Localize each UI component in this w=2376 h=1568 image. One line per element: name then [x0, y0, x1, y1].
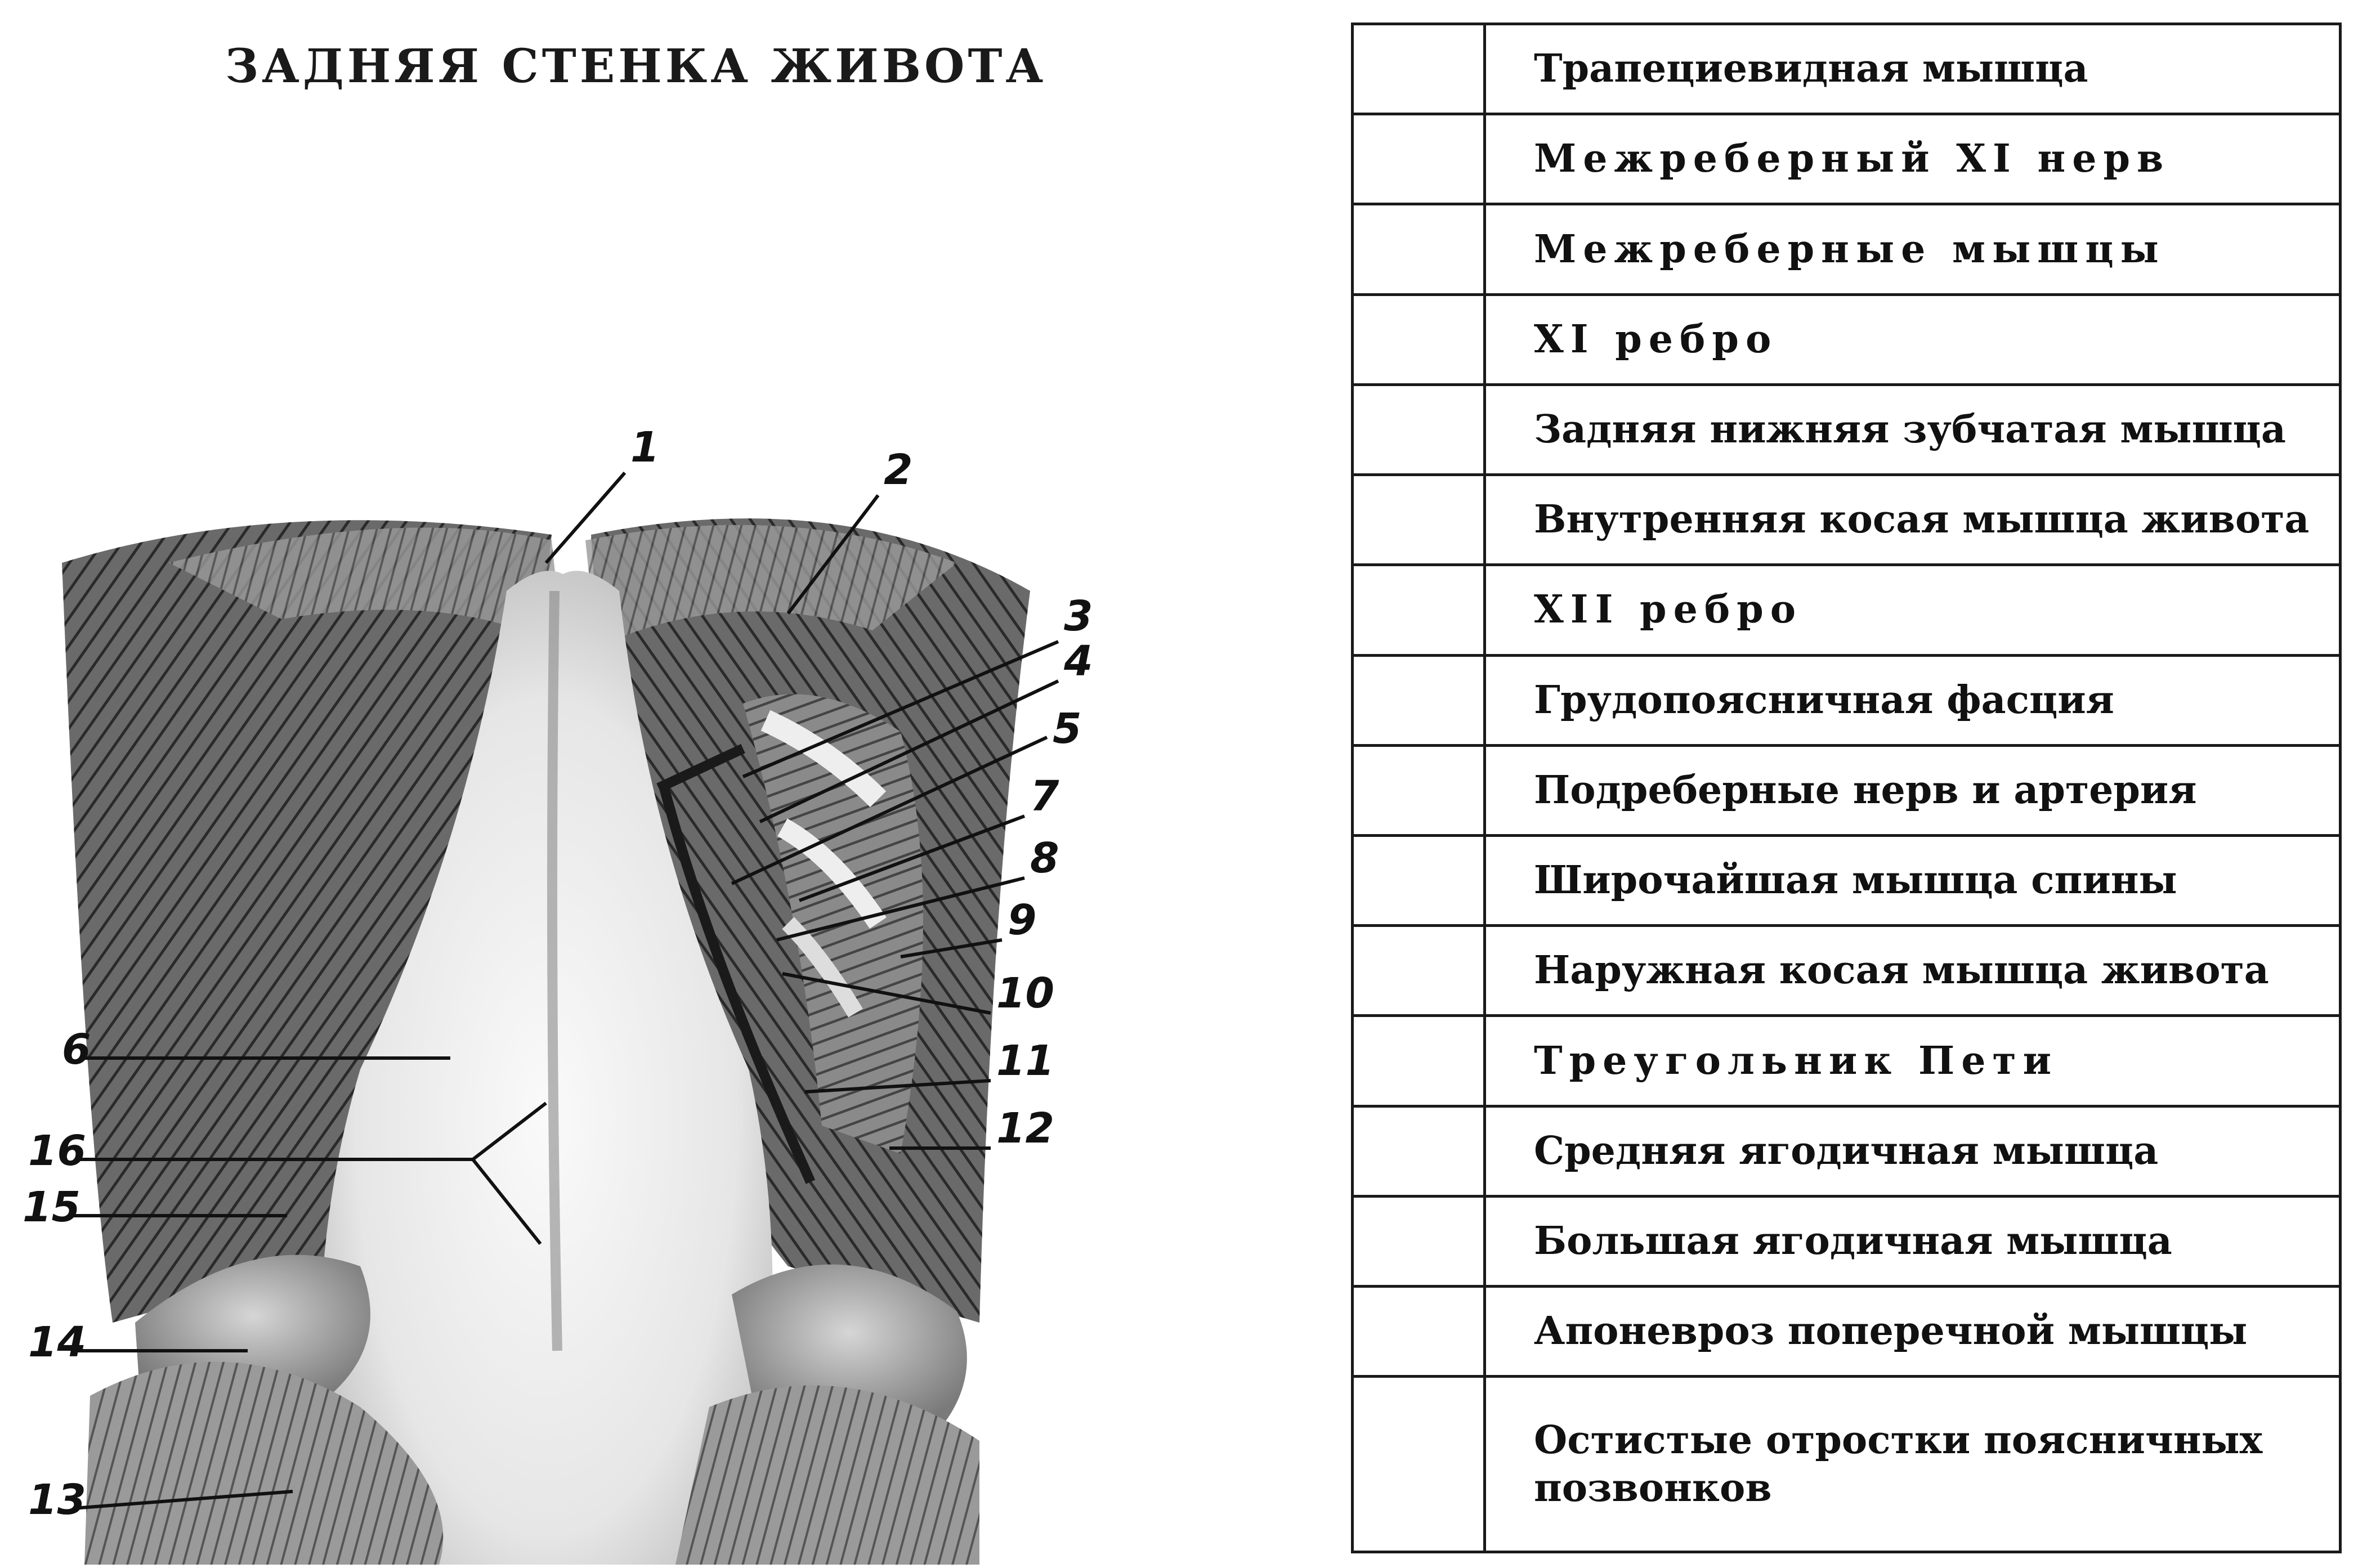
legend-label: Наружная косая мышца живота: [1485, 926, 2341, 1016]
callout-number: 13: [28, 1476, 86, 1524]
legend-row: [1353, 475, 2341, 565]
callout-number: 16: [28, 1127, 86, 1175]
legend-number-cell: [1353, 565, 1485, 655]
legend-number-cell: [1353, 475, 1485, 565]
legend-label: Трапециевидная мышца: [1485, 24, 2341, 114]
legend-number-cell: [1353, 24, 1485, 114]
legend-number-cell: [1353, 384, 1485, 474]
legend-label: XII ребро: [1485, 565, 2341, 655]
legend-number-cell: [1353, 1106, 1485, 1196]
legend-label: Межреберный XI нерв: [1485, 114, 2341, 204]
legend-row: [1353, 565, 2341, 655]
callout-number: 7: [1030, 772, 1059, 821]
legend-label: Большая ягодичная мышца: [1485, 1196, 2341, 1286]
callout-number: 9: [1008, 896, 1037, 944]
callout-number: 1: [630, 423, 660, 472]
legend-number-cell: [1353, 1016, 1485, 1106]
legend-table: [1351, 23, 2342, 1553]
legend-row: [1353, 655, 2341, 745]
callout-number: 11: [996, 1037, 1054, 1085]
callout-number: 8: [1030, 834, 1059, 882]
legend-label: Внутренняя косая мышца живота: [1485, 475, 2341, 565]
legend-label: Широчайшая мышца спины: [1485, 835, 2341, 925]
callout-number: 6: [62, 1025, 91, 1074]
callout-number: 14: [28, 1318, 86, 1367]
legend-row: [1353, 384, 2341, 474]
callout-number: 12: [996, 1104, 1054, 1153]
legend-number-cell: [1353, 1196, 1485, 1286]
spinous-processes: [552, 591, 557, 1351]
legend-number-cell: [1353, 294, 1485, 384]
legend-row: [1353, 1016, 2341, 1106]
callout-number: 2: [884, 446, 913, 494]
callout-number: 10: [996, 969, 1054, 1018]
legend-number-cell: [1353, 114, 1485, 204]
legend-row: [1353, 114, 2341, 204]
callout-number: 15: [23, 1183, 80, 1231]
legend-label: Остистые отростки поясничных позвонков: [1485, 1377, 2341, 1552]
legend-row: [1353, 926, 2341, 1016]
legend-number-cell: [1353, 1287, 1485, 1377]
callout-number: 4: [1064, 637, 1093, 686]
legend-label: Подреберные нерв и артерия: [1485, 745, 2341, 835]
legend-number-cell: [1353, 1377, 1485, 1552]
legend-label: Средняя ягодичная мышца: [1485, 1106, 2341, 1196]
legend-row: [1353, 745, 2341, 835]
legend-row: [1353, 835, 2341, 925]
page-title: ЗАДНЯЯ СТЕНКА ЖИВОТА: [225, 39, 1047, 93]
legend-number-cell: [1353, 204, 1485, 294]
legend-label: Задняя нижняя зубчатая мышца: [1485, 384, 2341, 474]
legend-row: [1353, 24, 2341, 114]
legend-row: [1353, 1287, 2341, 1377]
legend-label: Грудопоясничная фасция: [1485, 655, 2341, 745]
legend-row: [1353, 204, 2341, 294]
legend-label: Треугольник Пети: [1485, 1016, 2341, 1106]
legend-label: Межреберные мышцы: [1485, 204, 2341, 294]
legend-label: XI ребро: [1485, 294, 2341, 384]
legend-number-cell: [1353, 835, 1485, 925]
callout-number: 5: [1053, 705, 1082, 753]
legend-row: [1353, 1196, 2341, 1286]
callout-number: 3: [1064, 592, 1093, 640]
legend-label: Апоневроз поперечной мышцы: [1485, 1287, 2341, 1377]
legend-row: [1353, 1106, 2341, 1196]
legend-number-cell: [1353, 655, 1485, 745]
legend-number-cell: [1353, 926, 1485, 1016]
legend-number-cell: [1353, 745, 1485, 835]
legend-row: [1353, 294, 2341, 384]
legend-row: [1353, 1377, 2341, 1552]
